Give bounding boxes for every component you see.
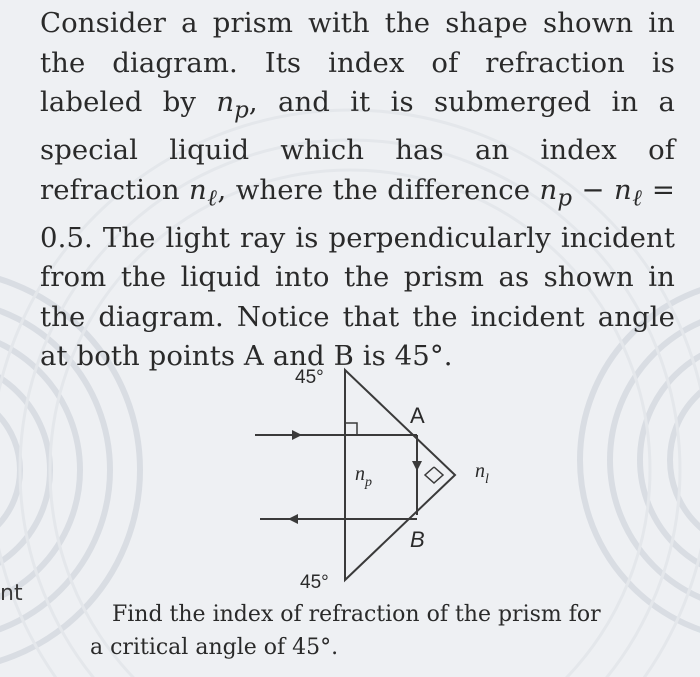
liquid-index-symbol: $n_\ell$: [189, 173, 218, 211]
problem-text-segment-3: , where the difference: [217, 173, 540, 206]
prism-index-label: $n_p$: [355, 463, 372, 490]
exit-ray-arrowhead: [288, 514, 298, 524]
point-a-label: A: [410, 403, 425, 428]
question-text: [90, 598, 680, 664]
index-difference-equation: $n_p - n_\ell = 0.5$: [40, 173, 675, 254]
question-line-2: a critical angle of 45°.: [90, 635, 339, 660]
prism-index-symbol: $n_p$: [216, 86, 249, 124]
liquid-index-label: $n_l$: [475, 460, 489, 487]
cropped-text-fragment: nt: [0, 581, 23, 606]
internal-ray-arrowhead: [412, 461, 422, 471]
question-line-1: Find the index of refraction of the prism for: [112, 602, 601, 627]
right-angle-marker-a-b: [425, 467, 443, 483]
problem-text-segment-2: , and it is submerged in a special liquid which has an index of refraction: [40, 86, 675, 206]
incident-ray-arrowhead: [292, 430, 302, 440]
angle-label-top: 45°: [295, 367, 324, 388]
prism-diagram: [250, 355, 510, 595]
problem-text-segment-1: Consider a prism with the shape shown in the diagram. Its index of refraction is labeled by: [40, 7, 675, 118]
right-angle-marker-entry: [345, 423, 357, 435]
problem-text-segment-4: . The light ray is perpendicularly incident from the liquid into the prism as shown in the diagram. Notice that the incident angle at both points A and B is 45°.: [40, 221, 675, 372]
angle-label-bottom: 45°: [300, 572, 329, 593]
point-b-label: B: [410, 527, 425, 552]
problem-statement: [40, 4, 675, 377]
